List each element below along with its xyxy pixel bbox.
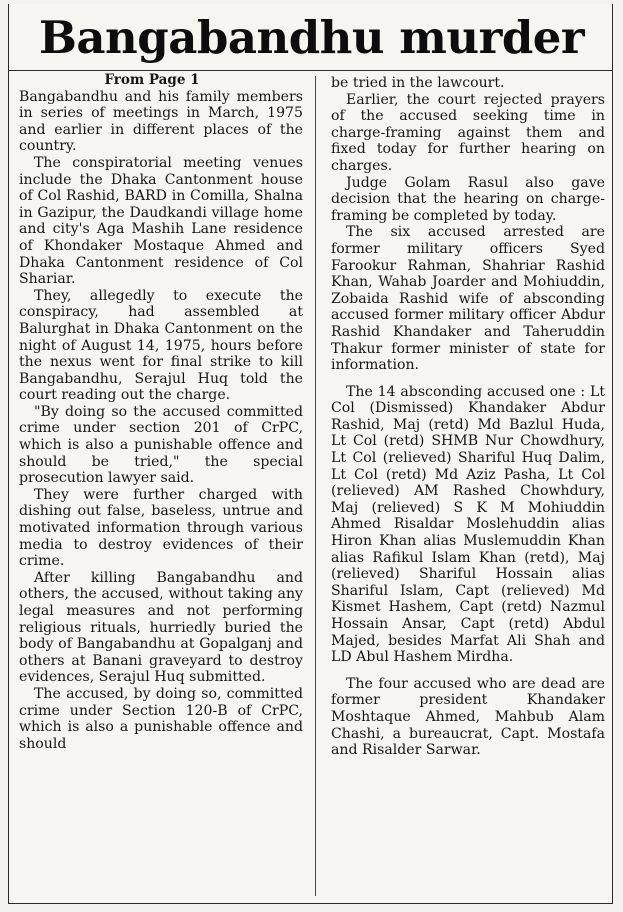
- paragraph: The six accused arrested are former military officers Syed Farookur Rahman, Shahriar Rashid Khan, Wahab Joarder and Mohiuddin, Zobaida Rashid wife of absconding accused former military officer Abdur Rashid Khandaker and Taheruddin Thakur former minister of state for information.: [331, 224, 605, 374]
- paragraph: The accused, by doing so, committed crime under Section 120-B of CrPC, which is also a punishable offence and should: [19, 685, 303, 752]
- paragraph: Bangabandhu and his family members in series of meetings in March, 1975 and earlier in different places of the country.: [19, 88, 303, 155]
- newspaper-clipping: [8, 4, 613, 904]
- paragraph: Judge Golam Rasul also gave decision that the hearing on charge-framing be completed by today.: [331, 174, 605, 224]
- paragraph: be tried in the lawcourt.: [331, 75, 505, 91]
- headline-rule: [9, 70, 612, 71]
- paragraph: "By doing so the accused committed crime under section 201 of CrPC, which is also a punishable offence and should be tried," the special prosecution lawyer said.: [19, 403, 303, 487]
- article-column-left: [19, 72, 303, 752]
- paragraph: The 14 absconding accused one : Lt Col (Dismissed) Khandaker Abdur Rashid, Maj (retd) Md Bazlul Huda, Lt Col (retd) SHMB Nur Chowdhury, Lt Col (relieved) Shariful Huq Dalim, Lt Col (retd) Md Aziz Pasha, Lt Col (relieved) AM Rashed Chowhdury, Maj (relieved) S K M Mohiuddin Ahmed Risaldar Moslehuddin alias Hiron Khan alias Muslemuddin Khan alias Rafikul Islam Khan (retd), Maj (relieved) Shariful Hossain alias Shariful Islam, Capt (relieved) Md Kismet Hashem, Capt (retd) Nazmul Hossain Ansar, Capt (retd) Abdul Majed, besides Marfat Ali Shah and LD Abul Hashem Mirdha.: [331, 383, 605, 666]
- paragraph: They were further charged with dishing out false, baseless, untrue and motivated information through various media to destroy evidences of their crime.: [19, 486, 303, 570]
- paragraph: After killing Bangabandhu and others, the accused, without taking any legal measures and not performing religious rituals, hurriedly buried the body of Bangabandhu at Gopalganj and others at Banani graveyard to destroy evidences, Serajul Huq submitted.: [19, 569, 303, 686]
- column-divider: [315, 76, 316, 896]
- paragraph: Earlier, the court rejected prayers of the accused seeking time in charge-framing against them and fixed today for further hearing on charges.: [331, 91, 605, 174]
- paragraph: The four accused who are dead are former president Khandaker Moshtaque Ahmed, Mahbub Alam Chashi, a bureaucrat, Capt. Mostafa and Risalder Sarwar.: [331, 675, 605, 759]
- article-column-right: [331, 75, 605, 759]
- headline: Bangabandhu murder: [38, 11, 585, 64]
- paragraph: They, allegedly to execute the conspiracy, had assembled at Balurghat in Dhaka Cantonment on the night of August 14, 1975, hours before the nexus went for final strike to kill Bangabandhu, Serajul Huq told the court reading out the charge.: [19, 287, 303, 404]
- paragraph: The conspiratorial meeting venues include the Dhaka Cantonment house of Col Rashid, BARD in Comilla, Shalna in Gazipur, the Daudkandi village home and city's Aga Mashih Lane residence of Khondaker Mostaque Ahmed and Dhaka Cantonment residence of Col Shariar.: [19, 154, 303, 288]
- dateline: From Page 1: [104, 72, 200, 88]
